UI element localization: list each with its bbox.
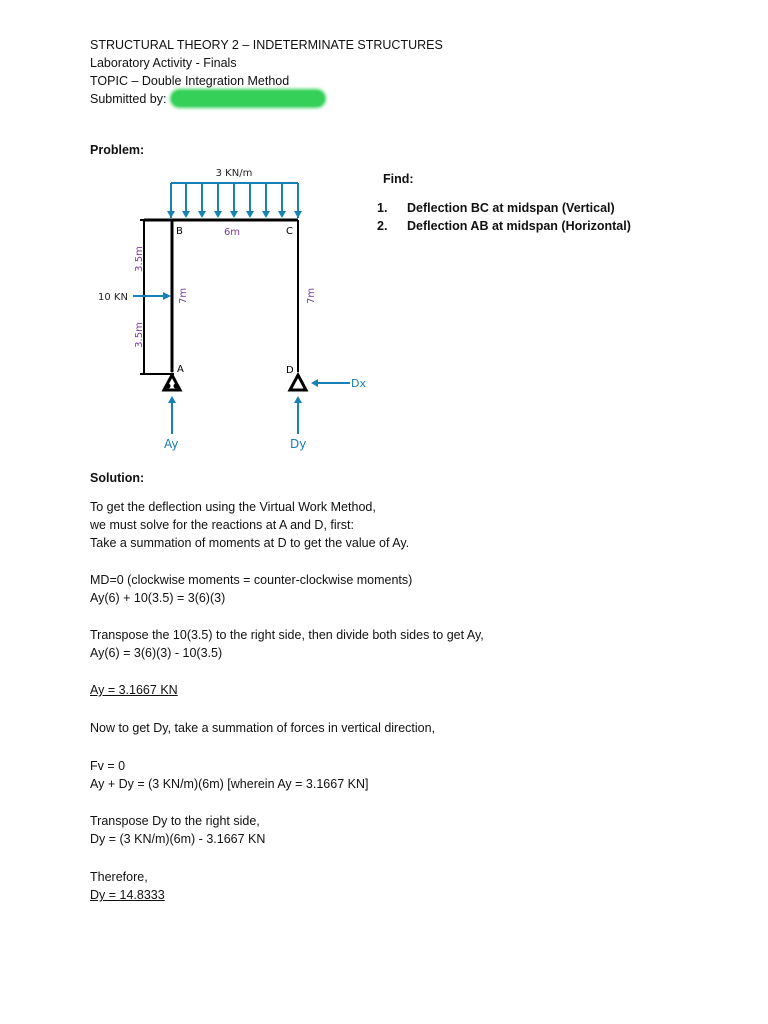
text-line: we must solve for the reactions at A and D, first: bbox=[90, 518, 355, 532]
solution-section bbox=[90, 469, 730, 904]
moment-equation bbox=[90, 571, 730, 607]
support-a-icon bbox=[164, 375, 180, 390]
find-item-text: Deflection AB at midspan (Horizontal) bbox=[407, 219, 631, 233]
find-heading: Find: bbox=[383, 172, 414, 186]
reaction-dy-arrow bbox=[294, 396, 302, 434]
support-d-icon bbox=[290, 375, 306, 390]
text-line: Ay + Dy = (3 KN/m)(6m) [wherein Ay = 3.1667 KN] bbox=[90, 777, 369, 791]
distributed-load bbox=[167, 183, 302, 218]
lower-segment-label: 3.5m bbox=[134, 322, 145, 348]
find-item-number: 2. bbox=[377, 219, 388, 233]
text-line: MD=0 (clockwise moments = counter-clockwise moments) bbox=[90, 573, 413, 587]
problem-heading: Problem: bbox=[90, 143, 145, 157]
solution-heading: Solution: bbox=[90, 471, 145, 485]
activity-title: Laboratory Activity - Finals bbox=[90, 56, 237, 70]
right-height-label: 7m bbox=[306, 287, 317, 305]
vertical-forces-intro: Now to get Dy, take a summation of forces in vertical direction, bbox=[90, 721, 436, 735]
text-line: Ay(6) = 3(6)(3) - 10(3.5) bbox=[90, 646, 223, 660]
course-title: STRUCTURAL THEORY 2 – INDETERMINATE STRUCTURES bbox=[90, 38, 443, 52]
node-b-label: B bbox=[176, 226, 183, 237]
text-line: Fv = 0 bbox=[90, 759, 126, 773]
reaction-dx-label: Dx bbox=[351, 377, 366, 390]
upper-segment-label: 3.5m bbox=[134, 246, 145, 272]
transpose-dy-step bbox=[90, 812, 730, 848]
load-label: 3 KN/m bbox=[215, 168, 253, 179]
node-a-label: A bbox=[177, 364, 184, 375]
therefore-text: Therefore, bbox=[90, 870, 148, 884]
reaction-ay-arrow bbox=[168, 396, 176, 434]
text-line: Transpose the 10(3.5) to the right side, then divide both sides to get Ay, bbox=[90, 628, 484, 642]
text-line: Take a summation of moments at D to get the value of Ay. bbox=[90, 536, 410, 550]
solution-paragraph bbox=[90, 498, 730, 552]
find-item-text: Deflection BC at midspan (Vertical) bbox=[407, 201, 615, 215]
reaction-dy-label: Dy bbox=[290, 437, 307, 451]
ay-result: Ay = 3.1667 KN bbox=[90, 683, 178, 697]
text-line: To get the deflection using the Virtual Work Method, bbox=[90, 500, 376, 514]
force-equation bbox=[90, 757, 730, 793]
span-label: 6m bbox=[223, 227, 241, 238]
reaction-dx-arrow bbox=[311, 379, 350, 387]
point-load-arrow bbox=[133, 292, 171, 300]
node-d-label: D bbox=[286, 365, 294, 376]
text-line: Ay(6) + 10(3.5) = 3(6)(3) bbox=[90, 591, 226, 605]
dy-result: Dy = 14.8333 bbox=[90, 888, 165, 902]
text-line: Transpose Dy to the right side, bbox=[90, 814, 260, 828]
text-line: Dy = (3 KN/m)(6m) - 3.1667 KN bbox=[90, 832, 266, 846]
submitted-by-label: Submitted by: bbox=[90, 92, 167, 106]
frame-diagram bbox=[0, 0, 768, 470]
point-load-label: 10 KN bbox=[98, 292, 128, 303]
topic-title: TOPIC – Double Integration Method bbox=[90, 74, 290, 88]
left-height-label: 7m bbox=[178, 287, 189, 305]
reaction-ay-label: Ay bbox=[164, 437, 179, 451]
find-item-number: 1. bbox=[377, 201, 388, 215]
node-c-label: C bbox=[286, 226, 293, 237]
transpose-step bbox=[90, 626, 730, 662]
